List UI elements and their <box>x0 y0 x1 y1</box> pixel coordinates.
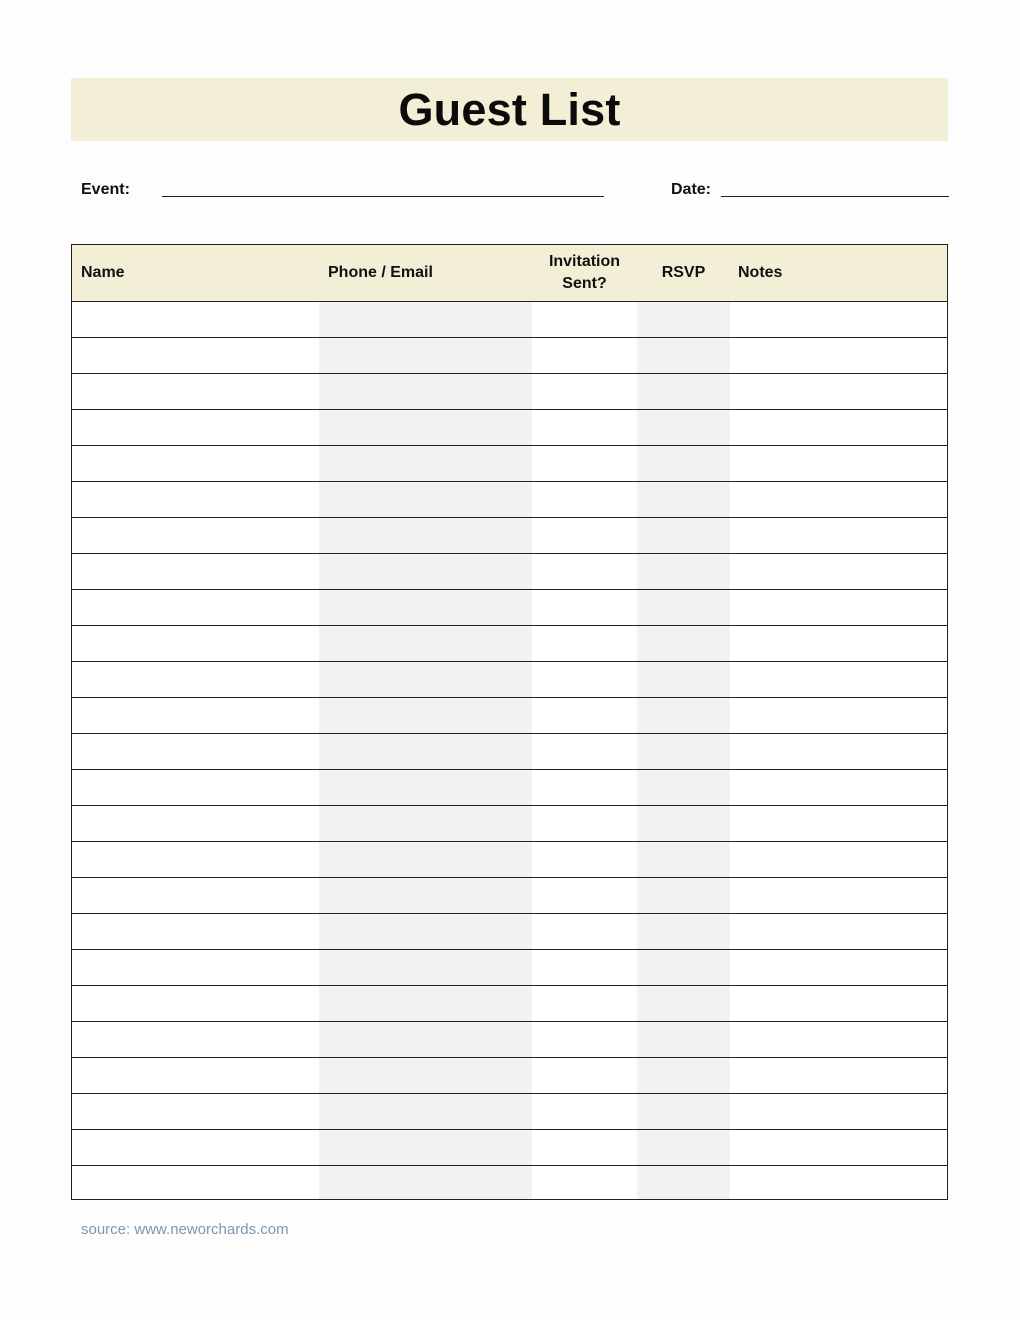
table-row[interactable] <box>72 842 947 878</box>
table-row[interactable] <box>72 734 947 770</box>
date-field[interactable] <box>721 196 949 197</box>
table-row[interactable] <box>72 1130 947 1166</box>
table-row[interactable] <box>72 1022 947 1058</box>
event-field[interactable] <box>162 196 604 197</box>
guest-table <box>71 244 948 1200</box>
table-row[interactable] <box>72 878 947 914</box>
column-header-notes: Notes <box>738 264 783 281</box>
table-row[interactable] <box>72 806 947 842</box>
date-label: Date: <box>671 181 712 198</box>
table-row[interactable] <box>72 302 947 338</box>
table-row[interactable] <box>72 590 947 626</box>
table-row[interactable] <box>72 626 947 662</box>
event-label: Event: <box>81 181 130 198</box>
table-row[interactable] <box>72 1058 947 1094</box>
table-row[interactable] <box>72 914 947 950</box>
table-row[interactable] <box>72 410 947 446</box>
column-header-invitation-sent: Invitation Sent? <box>548 253 621 292</box>
page-title: Guest List <box>398 83 621 135</box>
table-row[interactable] <box>72 770 947 806</box>
table-row[interactable] <box>72 986 947 1022</box>
table-row[interactable] <box>72 482 947 518</box>
table-row[interactable] <box>72 698 947 734</box>
table-row[interactable] <box>72 1094 947 1130</box>
table-row[interactable] <box>72 554 947 590</box>
table-row[interactable] <box>72 1166 947 1202</box>
source-credit: source: www.neworchards.com <box>81 1221 289 1238</box>
table-row[interactable] <box>72 374 947 410</box>
table-row[interactable] <box>72 338 947 374</box>
column-header-rsvp: RSVP <box>661 264 706 281</box>
table-row[interactable] <box>72 446 947 482</box>
table-row[interactable] <box>72 518 947 554</box>
table-body <box>72 302 947 1202</box>
column-header-phone-email: Phone / Email <box>328 264 433 281</box>
title-banner <box>71 78 948 141</box>
column-header-name: Name <box>81 264 125 281</box>
table-row[interactable] <box>72 950 947 986</box>
table-header <box>72 245 947 302</box>
table-row[interactable] <box>72 662 947 698</box>
